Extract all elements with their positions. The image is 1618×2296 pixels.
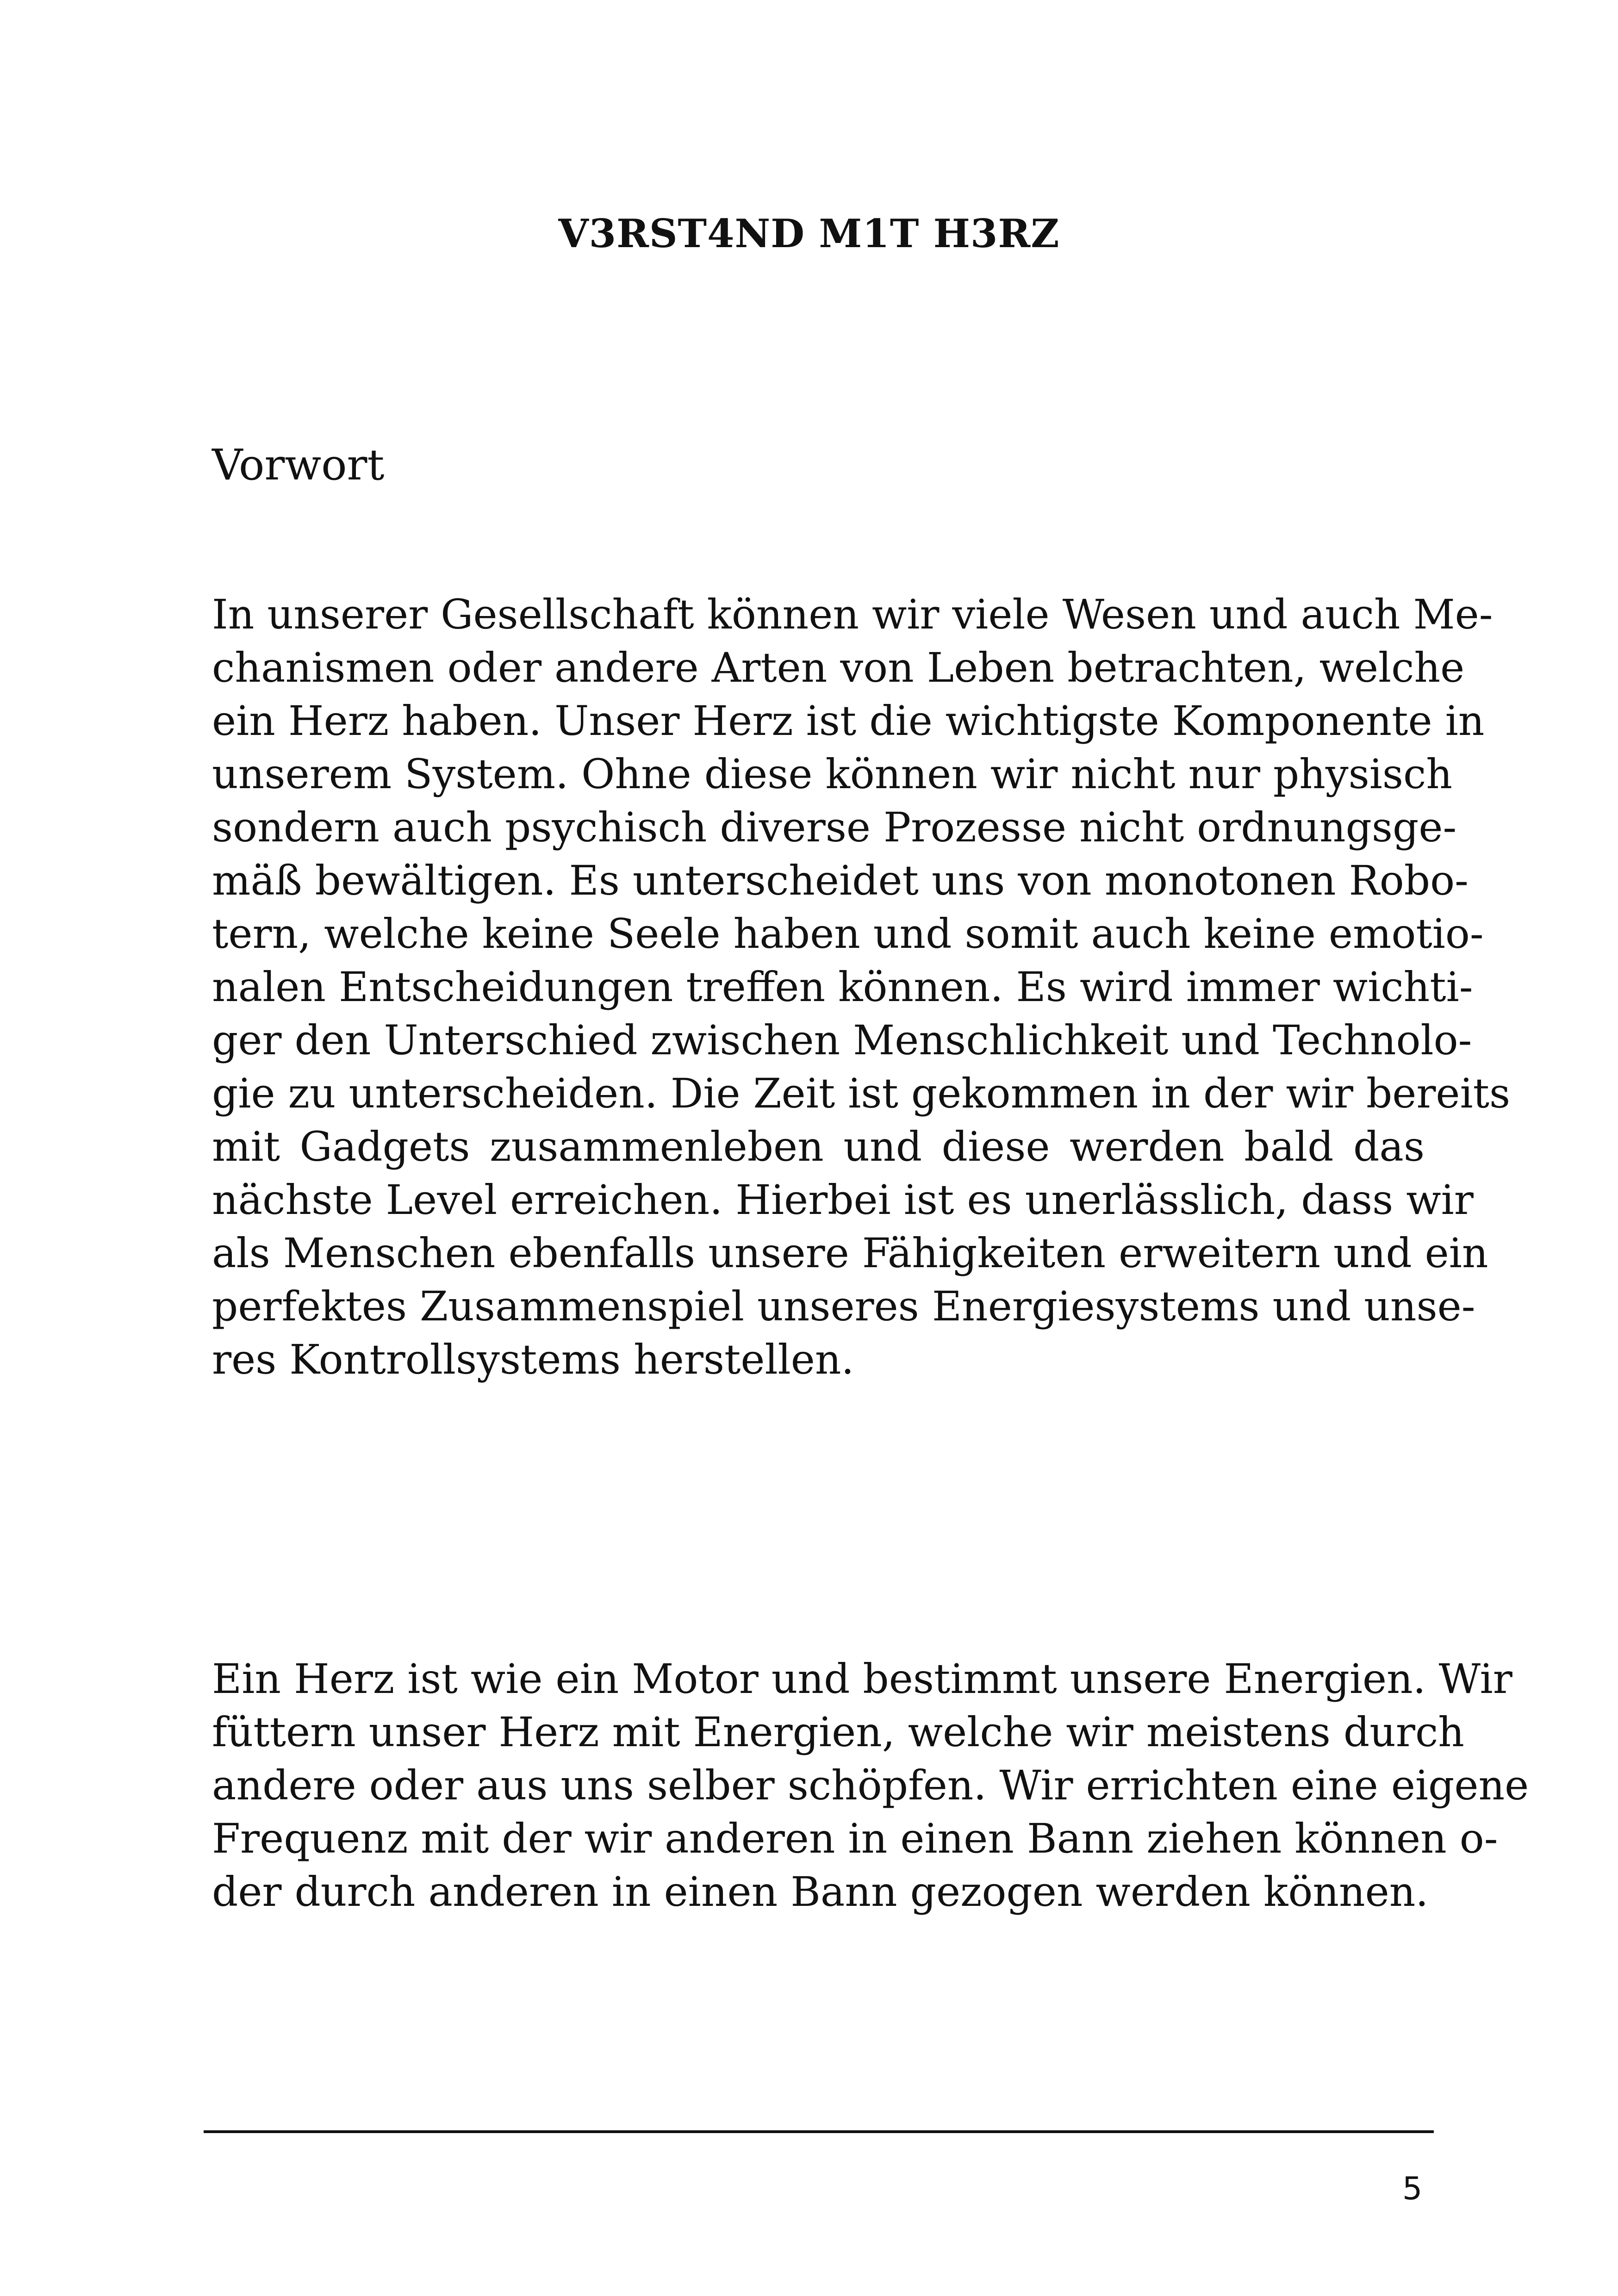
paragraph-intro [212,588,1511,1386]
text-line: als Menschen ebenfalls unsere Fähigkeiten erweitern und ein [212,1229,1488,1277]
text-line: tern, welche keine Seele haben und somit auch keine emotio- [212,910,1484,958]
text-line: res Kontrollsystems herstellen. [212,1336,854,1383]
text-line: mit Gadgets zusammenleben und diese werden bald das [212,1123,1425,1170]
page-number: 5 [1402,2171,1423,2207]
text-line: nalen Entscheidungen treffen können. Es wird immer wichti- [212,963,1473,1011]
text-line: der durch anderen in einen Bann gezogen werden können. [212,1868,1429,1916]
paragraph-heart-motor [212,1652,1529,1918]
text-line: ger den Unterschied zwischen Menschlichkeit und Technolo- [212,1016,1472,1064]
text-line: gie zu unterscheiden. Die Zeit ist gekommen in der wir bereits [212,1070,1511,1117]
section-heading: Vorwort [212,440,385,490]
text-line: perfektes Zusammenspiel unseres Energiesystems und unse- [212,1282,1475,1330]
text-line: ein Herz haben. Unser Herz ist die wichtigste Komponente in [212,697,1485,745]
text-line: andere oder aus uns selber schöpfen. Wir errichten eine eigene [212,1761,1529,1809]
text-line: chanismen oder andere Arten von Leben betrachten, welche [212,644,1465,691]
text-line: Ein Herz ist wie ein Motor und bestimmt unsere Energien. Wir [212,1655,1512,1703]
text-line: nächste Level erreichen. Hierbei ist es unerlässlich, dass wir [212,1176,1474,1224]
text-line: füttern unser Herz mit Energien, welche wir meistens durch [212,1708,1464,1756]
text-line: unserem System. Ohne diese können wir nicht nur physisch [212,750,1453,798]
footer-divider [204,2130,1434,2133]
text-line: Frequenz mit der wir anderen in einen Bann ziehen können o- [212,1815,1498,1862]
text-line: mäß bewältigen. Es unterscheidet uns von monotonen Robo- [212,857,1469,904]
text-line: sondern auch psychisch diverse Prozesse nicht ordnungsge- [212,803,1457,851]
book-title: V3RST4ND M1T H3RZ [558,211,1060,256]
text-line: In unserer Gesellschaft können wir viele Wesen und auch Me- [212,591,1493,638]
